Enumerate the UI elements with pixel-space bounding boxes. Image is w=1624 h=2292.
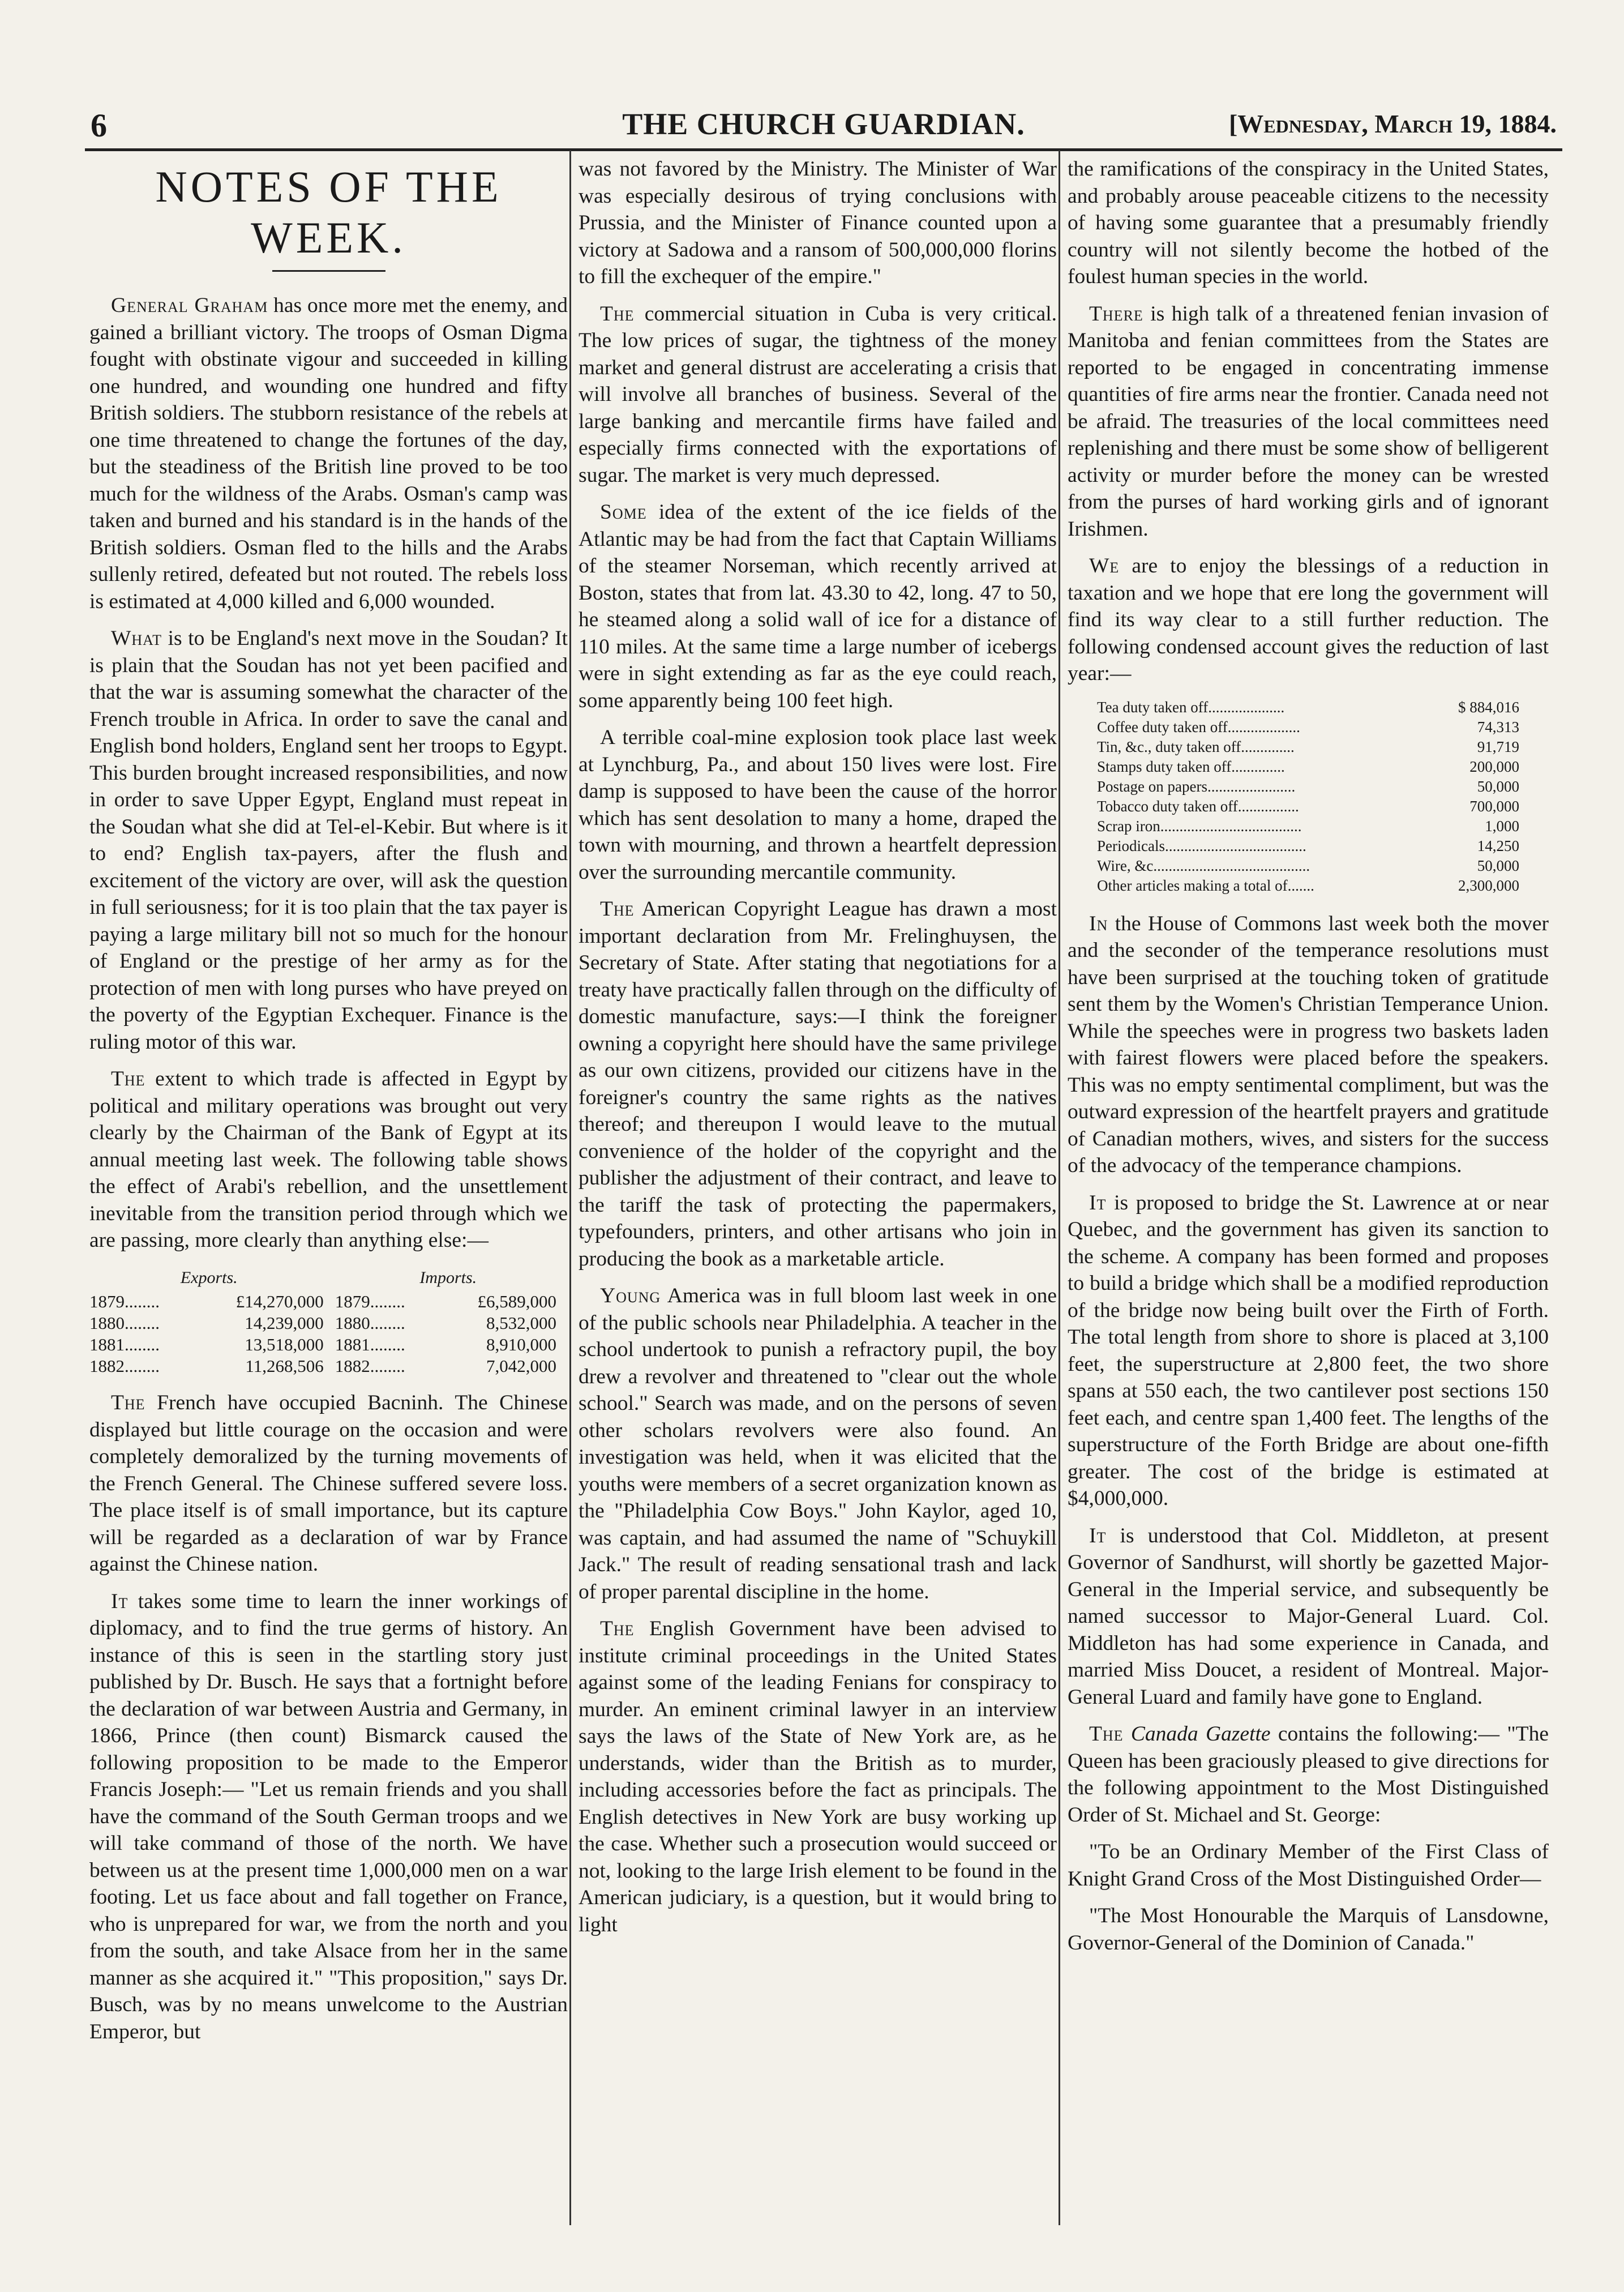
article-paragraph: [579, 499, 1057, 714]
lead-word: The: [1089, 1722, 1124, 1746]
table-cell: 50,000: [1477, 857, 1519, 874]
header-rule: [85, 148, 1562, 151]
table-cell: £14,270,000: [235, 1292, 324, 1311]
table-cell: 8,532,000: [486, 1313, 556, 1333]
column-divider: [569, 150, 571, 2225]
table-row: [1096, 797, 1520, 816]
table-cell: 8,910,000: [486, 1335, 556, 1354]
paragraph-text: takes some time to learn the inner workings of diplomacy, and to find the true germs of history. An instance of this is seen in the startling story just published by Dr. Busch. He says that a fortnight before the declaration of war between Austria and Germany, in 1866, Prince (then count) Bismarck caused the following proposition to be made to the Emperor Francis Joseph:— "Let us remain friends and you shall have the command of the South German troops and we will take command of those of the north. We have between us at the present time 1,000,000 men on a war footing. Let us face about and fall together on France, who is unprepared for war, we from the north and you from the south, and take Alsace from her in the same manner as she acquired it." "This proposition," says Dr. Busch, was by no means unwelcome to the Austrian Emperor, but: [89, 1589, 568, 2043]
article-paragraph: [1068, 1190, 1549, 1512]
trade-table-header: [89, 1264, 568, 1292]
lead-word: The: [600, 1617, 635, 1640]
newspaper-title: THE CHURCH GUARDIAN.: [622, 107, 1025, 141]
table-row: [1096, 717, 1520, 737]
table-cell: Other articles making a total of.......: [1097, 876, 1314, 894]
article-paragraph: [89, 1066, 568, 1254]
lead-word: It: [111, 1589, 128, 1613]
article-paragraph: [89, 625, 568, 1055]
article-paragraph: [89, 1588, 568, 2046]
table-cell: Scrap iron.....................................: [1097, 817, 1302, 835]
lead-word: General Graham: [111, 294, 268, 317]
table-cell: 1882........: [89, 1356, 160, 1376]
table-cell: 2,300,000: [1458, 876, 1519, 894]
lead-word: The: [600, 302, 635, 326]
table-cell: 200,000: [1469, 758, 1519, 775]
lead-word: We: [1089, 554, 1120, 578]
table-cell: 1879........: [335, 1292, 405, 1311]
article-paragraph: [579, 1615, 1057, 1938]
table-cell: 1,000: [1485, 817, 1519, 835]
lead-word: Young: [600, 1284, 661, 1307]
article-paragraph: A terrible coal-mine explosion took place last week at Lynchburg, Pa., and about 150 lives were lost. Fire damp is supposed to have been the cause of the horror which has sent desolation to many a home, draped the town with mourning, and thrown a heartfelt depression over the surrounding mercantile community.: [579, 726, 1057, 884]
lead-word: It: [1089, 1524, 1107, 1547]
article-paragraph: [1068, 301, 1549, 543]
table-cell: 91,719: [1477, 738, 1519, 755]
trade-table: [89, 1291, 568, 1377]
table-cell: 11,268,506: [245, 1356, 324, 1376]
imports-label: Imports.: [419, 1268, 477, 1287]
exports-label: Exports.: [180, 1268, 238, 1287]
paragraph-text: is high talk of a threatened fenian invasion of Manitoba and fenian committees from the States are reported to be engaged in concentrating immense quantities of fire arms near the frontier. Canada need not be afraid. The treasuries of the local committees need replenishing and there must be some show of belligerent activity or murder before the money can be wrested from the purses of hard working girls and of ignorant Irishmen.: [1068, 302, 1549, 541]
paragraph-text: the House of Commons last week both the mover and the seconder of the temperance resolutions must have been surprised at the touching token of gratitude sent them by the Women's Christian Temperance Union. While the speeches were in progress two baskets laden with fairest flowers were placed before the speakers. This was no empty sentimental compliment, but was the outward expression of the heartfelt prayers and gratitude of Canadian mothers, wives, and sisters for the success of the advocacy of the temperance champions.: [1068, 912, 1549, 1177]
table-row: [1096, 777, 1520, 797]
table-cell: 13,518,000: [245, 1335, 324, 1354]
table-row: [89, 1334, 568, 1355]
tax-reduction-table: [1096, 698, 1520, 896]
article-paragraph: [89, 292, 568, 615]
table-cell: 50,000: [1477, 777, 1519, 795]
gazette-title: Canada Gazette: [1130, 1722, 1271, 1746]
paragraph-text: America was in full bloom last week in one of the public schools near Philadelphia. A teacher in the school undertook to punish a refractory pupil, the boy drew a revolver and threatened to "clear out the whole school." Search was made, and on the persons of seven other scholars revolvers were also found. An investigation was held, when it was elicited that the youths were members of a secret organization known as the "Philadelphia Cow Boys." John Kaylor, aged 10, was captain, and had assumed the name of "Schuykill Jack." The result of reading sensational trash and lack of proper parental discipline in the home.: [579, 1284, 1057, 1603]
column-2: [579, 156, 1057, 2220]
paragraph-text: has once more met the enemy, and gained a brilliant victory. The troops of Osman Digma fought with obstinate vigour and succeeded in killing one hundred, and wounding one hundred and fifty British soldiers. The stubborn resistance of the rebels at one time threatened to change the fortunes of the day, but the steadiness of the British line proved to be too much for the wildness of the Arabs. Osman's camp was taken and burned and his standard is in the hands of the British soldiers. Osman fled to the hills and the Arabs sullenly retired, defeated but not routed. The rebels loss is estimated at 4,000 killed and 6,000 wounded.: [89, 294, 568, 613]
article-paragraph: "The Most Honourable the Marquis of Lansdowne, Governor-General of the Dominion of Canada.": [1068, 1904, 1549, 1955]
paragraph-text: French have occupied Bacninh. The Chinese displayed but little courage on the occasion and were completely demoralized by the turning movements of the French General. The Chinese suffered severe loss. The place itself is of small importance, but its capture will be regarded as a declaration of war by France against the Chinese nation.: [89, 1391, 568, 1576]
column-3: [1068, 156, 1549, 2220]
paragraph-text: contains the following:— "The Queen has been graciously pleased to give directions for the following appointment to the Most Distinguished Order of St. Michael and St. George:: [1068, 1722, 1549, 1827]
table-cell: 7,042,000: [486, 1356, 556, 1376]
table-cell: 1880........: [335, 1313, 405, 1333]
table-cell: Stamps duty taken off..............: [1097, 758, 1285, 775]
paragraph-text: are to enjoy the blessings of a reduction in taxation and we hope that ere long the government will find its way clear to a still further reduction. The following condensed account gives the reduction of last year:—: [1068, 554, 1549, 685]
table-row: [89, 1291, 568, 1312]
lead-word: In: [1089, 912, 1108, 935]
page-number: 6: [91, 107, 107, 144]
table-cell: Tin, &c., duty taken off..............: [1097, 738, 1295, 755]
table-cell: Periodicals.....................................: [1097, 837, 1306, 854]
article-paragraph: [579, 301, 1057, 489]
table-row: [1096, 876, 1520, 896]
table-cell: Coffee duty taken off...................: [1097, 718, 1300, 736]
table-row: [1096, 836, 1520, 856]
table-cell: Wire, &c.........................................: [1097, 857, 1310, 874]
paragraph-text: is proposed to bridge the St. Lawrence at or near Quebec, and the government has given its sanction to the scheme. A company has been formed and proposes to build a bridge which shall be a modified reproduction of the bridge now being built over the Firth of Forth. The total length from shore to shore is placed at 3,100 feet, the superstructure at 2,800 feet, the two shore spans at 550 each, the two cantilever post sections 150 feet each, and centre span 1,400 feet. The lengths of the superstructure of the Forth Bridge are about one-fifth greater. The cost of the bridge is estimated at $4,000,000.: [1068, 1191, 1549, 1510]
issue-date: [Wednesday, March 19, 1884.: [1228, 109, 1557, 138]
table-cell: Tea duty taken off....................: [1097, 698, 1285, 716]
table-row: [1096, 698, 1520, 717]
article-paragraph: "To be an Ordinary Member of the First Class of Knight Grand Cross of the Most Distinguished Order—: [1068, 1840, 1549, 1891]
table-row: [1096, 816, 1520, 836]
table-cell: 1881........: [335, 1335, 405, 1354]
table-row: [1096, 757, 1520, 777]
table-row: [89, 1355, 568, 1377]
article-paragraph: [579, 1282, 1057, 1605]
table-cell: 1882........: [335, 1356, 405, 1376]
paragraph-text: extent to which trade is affected in Egypt by political and military operations was brought out very clearly by the Chairman of the Bank of Egypt at its annual meeting last week. The following table shows the effect of Arabi's rebellion, and the unsettlement inevitable from the transition period through which we are passing, more clearly than anything else:—: [89, 1067, 568, 1252]
section-title: NOTES OF THE WEEK.: [155, 162, 502, 262]
lead-word: The: [111, 1391, 145, 1414]
table-row: [1096, 856, 1520, 876]
article-paragraph: [579, 896, 1057, 1272]
table-cell: Tobacco duty taken off................: [1097, 797, 1299, 815]
lead-word: The: [111, 1067, 145, 1091]
article-paragraph: [89, 1389, 568, 1578]
table-cell: 14,239,000: [245, 1313, 324, 1333]
column-divider: [1059, 150, 1060, 2225]
lead-word: The: [600, 897, 635, 921]
lead-word: Some: [600, 501, 647, 524]
table-cell: 14,250: [1477, 837, 1519, 854]
paragraph-text: American Copyright League has drawn a most important declaration from Mr. Frelinghuysen, the Secretary of State. After stating that negotiations for a treaty have practically fallen through on the difficulty of domestic manufacture, says:—I think the foreigner owning a copyright here should have the same privilege as our own citizens, provided our citizens have in the foreigner's country the same rights as the natives thereof; and thereupon I would leave to the mutual convenience of the holder of the copyright and the publisher the adjustment of their contract, and leave to the tariff the task of protecting the papermakers, typefounders, printers, and other artisans who join in producing the book as a marketable article.: [579, 897, 1057, 1271]
table-cell: 1879........: [89, 1292, 160, 1311]
article-paragraph: the ramifications of the conspiracy in the United States, and probably arouse peaceable citizens to the necessity of having some guarantee that a presumably friendly country will not silently become the hotbed of the foulest human species in the world.: [1068, 157, 1549, 288]
article-paragraph: [1068, 1523, 1549, 1711]
table-cell: £6,589,000: [477, 1292, 556, 1311]
lead-word: What: [111, 627, 162, 650]
paragraph-text: is to be England's next move in the Soudan? It is plain that the Soudan has not yet been pacified and that the war is assuming somewhat the character of the French trouble in Africa. In order to save the canal and English bond holders, England sent her troops to Egypt. This burden brought increased responsibilities, and now in order to save Upper Egypt, England must repeat in the Soudan what she did at Tel-el-Kebir. But where is it to end? English tax-payers, after the flush and excitement of the victory are over, will ask the question in full seriousness; for it is too plain that the tax payer is paying a large military bill not so much for the honour of England or the prestige of her army as for the protection of men with long purses who have preyed on the poverty of the Egyptian Exchequer. Finance is the ruling motor of this war.: [89, 627, 568, 1054]
paragraph-text: English Government have been advised to institute criminal proceedings in the United States against some of the leading Fenians for conspiracy to murder. An eminent criminal lawyer in an interview says the laws of the State of New York are, as he understands, wider than the British as to murder, including accessories before the fact as principals. The English detectives in New York are busy working up the case. Whether such a prosecution would succeed or not, looking to the large Irish element to be found in the American judiciary, is a question, but it would bring to light: [579, 1617, 1057, 1936]
article-paragraph: [1068, 1721, 1549, 1828]
table-cell: 700,000: [1469, 797, 1519, 815]
title-rule: [272, 270, 385, 272]
table-cell: 1880........: [89, 1313, 160, 1333]
table-cell: 74,313: [1477, 718, 1519, 736]
column-1: [89, 156, 568, 2220]
table-row: [89, 1312, 568, 1334]
article-paragraph: [1068, 910, 1549, 1179]
table-cell: Postage on papers.......................: [1097, 777, 1296, 795]
article-paragraph: [1068, 553, 1549, 687]
paragraph-text: idea of the extent of the ice fields of the Atlantic may be had from the fact that Captain Williams of the steamer Norseman, which recently arrived at Boston, states that from lat. 43.30 to 42, long. 47 to 50, he steamed along a solid wall of ice for a distance of 110 miles. At the same time a large number of icebergs were in sight extending as far as the eye could reach, some apparently being 100 feet high.: [579, 501, 1057, 712]
paragraph-text: commercial situation in Cuba is very critical. The low prices of sugar, the tightness of the money market and general distrust are accelerating a crisis that will involve all branches of business. Several of the large banking and mercantile firms have failed and especially firms connected with the exportations of sugar. The market is very much depressed.: [579, 302, 1057, 487]
page-header: [85, 106, 1562, 146]
lead-word: It: [1089, 1191, 1107, 1215]
table-row: [1096, 737, 1520, 757]
table-cell: 1881........: [89, 1335, 160, 1354]
lead-word: There: [1089, 302, 1143, 326]
paragraph-text: is understood that Col. Middleton, at present Governor of Sandhurst, will shortly be gazetted Major-General in the Imperial service, and subsequently be named successor to Major-General Luard. Col. Middleton has had some experience in Canada, and married Miss Doucet, a resident of Montreal. Major-General Luard and family have gone to England.: [1068, 1524, 1549, 1709]
table-cell: $ 884,016: [1458, 698, 1519, 716]
article-paragraph: was not favored by the Ministry. The Minister of War was especially desirous of trying conclusions with Prussia, and the Minister of Finance counted upon a victory at Sadowa and a ransom of 500,000,000 florins to fill the exchequer of the empire.": [579, 157, 1057, 288]
